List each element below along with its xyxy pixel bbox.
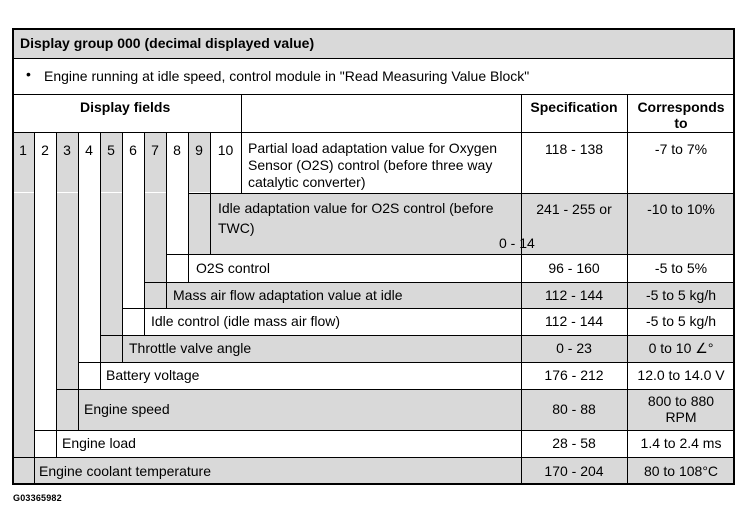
field-strip <box>100 254 122 282</box>
field-cell-10 <box>210 132 241 192</box>
row-separator <box>144 282 735 283</box>
field-strip <box>34 308 56 335</box>
field-strip <box>34 362 56 389</box>
row-corresponds-8: -5 to 5% <box>654 259 708 276</box>
row-separator <box>188 193 735 194</box>
field-strip <box>34 430 56 457</box>
row-description-4: Battery voltage <box>106 367 200 383</box>
row-spec-value-6: 112 - 144 <box>544 313 604 329</box>
field-number-2: 2 <box>41 142 49 158</box>
field-col-line-6 <box>144 132 145 335</box>
field-number-6: 6 <box>129 142 137 158</box>
field-col-line-2 <box>56 132 57 457</box>
row-separator <box>78 362 735 363</box>
field-strip <box>188 193 210 254</box>
row-description-10: Partial load adaptation value for Oxygen <box>248 140 498 156</box>
row-description-10: Sensor (O2S) control (before three way <box>248 157 493 173</box>
header-desc-divider <box>241 94 242 132</box>
field-strip <box>56 193 78 254</box>
field-strip <box>100 308 122 335</box>
row-spec-value-7: 112 - 144 <box>544 286 604 303</box>
row-corresponds-7: -5 to 5 kg/h <box>645 286 717 303</box>
field-strip <box>144 282 166 308</box>
row-corresponds-5: 0 to 10 ∠° <box>648 340 714 356</box>
row-description-8: O2S control <box>196 259 270 276</box>
table-left-border <box>12 28 14 485</box>
row-description-7: Mass air flow adaptation value at idle <box>173 286 403 303</box>
field-strip <box>56 282 78 308</box>
field-cell-5 <box>100 132 122 192</box>
field-strip <box>78 362 100 389</box>
row-spec-value-4: 176 - 212 <box>544 367 604 383</box>
corresponds-header-line2: to <box>674 115 688 131</box>
field-strip <box>144 193 166 254</box>
row-spec-value-alt-9: 0 - 14 <box>499 235 535 251</box>
row-description-9: Idle adaptation value for O2S control (before <box>218 200 494 216</box>
field-cell-9 <box>188 132 210 192</box>
field-strip <box>122 193 144 254</box>
field-strip <box>12 430 34 457</box>
row-separator <box>56 389 735 390</box>
field-number-8: 8 <box>173 142 181 158</box>
field-strip <box>100 193 122 254</box>
row-separator <box>12 457 735 458</box>
field-cell-3 <box>56 132 78 192</box>
row-spec-value-5: 0 - 23 <box>556 340 592 356</box>
corresponds-header-line1: Corresponds <box>637 99 725 115</box>
row-corresponds-3: 800 to 880 <box>647 393 715 409</box>
field-cell-1 <box>12 132 34 192</box>
row-spec-value-3: 80 - 88 <box>552 401 596 417</box>
field-strip <box>122 308 144 335</box>
row-separator <box>34 430 735 431</box>
row-spec-value-1: 170 - 204 <box>544 462 604 479</box>
row-description-6: Idle control (idle mass air flow) <box>151 313 341 329</box>
row-separator <box>122 308 735 309</box>
row-corresponds-4: 12.0 to 14.0 V <box>637 367 725 383</box>
condition-text: Engine running at idle speed, control module in "Read Measuring Value Block" <box>44 68 530 84</box>
field-col-line-3 <box>78 132 79 430</box>
row-corresponds-10: -7 to 7% <box>654 141 708 157</box>
row-spec-value-8: 96 - 160 <box>548 259 600 276</box>
row-corresponds-1: 80 to 108°C <box>643 462 719 479</box>
field-strip <box>166 254 188 282</box>
row-corresponds-9: -10 to 10% <box>647 201 715 217</box>
row-separator <box>166 254 735 255</box>
row-description-10: catalytic converter) <box>248 174 366 190</box>
row-corresponds-2: 1.4 to 2.4 ms <box>640 435 722 451</box>
row-description-2: Engine load <box>62 435 136 451</box>
field-strip <box>100 282 122 308</box>
row-description-9: TWC) <box>218 220 255 236</box>
field-number-7: 7 <box>151 142 159 158</box>
field-strip <box>122 282 144 308</box>
table-title: Display group 000 (decimal displayed value) <box>20 35 315 51</box>
row-spec-value-10: 118 - 138 <box>544 141 604 157</box>
field-strip <box>34 389 56 430</box>
display-fields-header: Display fields <box>80 99 171 115</box>
table-top-border <box>12 28 735 30</box>
field-strip <box>12 282 34 308</box>
field-strip <box>78 335 100 362</box>
row-corresponds-6: -5 to 5 kg/h <box>645 313 717 329</box>
field-strip <box>78 254 100 282</box>
specification-header: Specification <box>530 99 618 115</box>
row-description-1: Engine coolant temperature <box>39 462 211 479</box>
field-col-line-4 <box>100 132 101 389</box>
field-cell-8 <box>166 132 188 192</box>
field-strip <box>12 362 34 389</box>
field-strip <box>34 193 56 254</box>
field-strip <box>34 282 56 308</box>
field-cell-2 <box>34 132 56 192</box>
row-spec-value-2: 28 - 58 <box>552 435 596 451</box>
field-strip <box>12 457 34 485</box>
field-strip <box>56 362 78 389</box>
field-number-9: 9 <box>195 142 203 158</box>
field-number-10: 10 <box>217 142 234 158</box>
field-number-5: 5 <box>107 142 115 158</box>
field-strip <box>78 282 100 308</box>
field-col-line-5 <box>122 132 123 362</box>
field-number-1: 1 <box>19 142 27 158</box>
field-strip <box>144 254 166 282</box>
row-separator <box>100 335 735 336</box>
field-strip <box>56 389 78 430</box>
field-strip <box>56 335 78 362</box>
field-strip <box>34 335 56 362</box>
field-strip <box>12 389 34 430</box>
condition-bullet: • <box>26 66 31 82</box>
field-col-line-10 <box>241 132 242 193</box>
figure-code: G03365982 <box>13 493 62 503</box>
field-strip <box>78 193 100 254</box>
row-spec-value-9: 241 - 255 or <box>536 201 612 217</box>
field-strip <box>12 254 34 282</box>
field-number-4: 4 <box>85 142 93 158</box>
field-strip <box>166 193 188 254</box>
field-cell-4 <box>78 132 100 192</box>
field-col-line-1 <box>34 132 35 485</box>
field-strip <box>100 335 122 362</box>
row-description-5: Throttle valve angle <box>129 340 252 356</box>
field-strip <box>12 193 34 254</box>
field-strip <box>34 254 56 282</box>
field-strip <box>78 308 100 335</box>
field-cell-6 <box>122 132 144 192</box>
title-underline <box>12 58 735 59</box>
field-strip <box>56 254 78 282</box>
field-strip <box>12 308 34 335</box>
field-strip <box>12 335 34 362</box>
row-corresponds-unit-3: RPM <box>665 409 697 425</box>
field-number-3: 3 <box>63 142 71 158</box>
field-strip <box>56 308 78 335</box>
field-cell-7 <box>144 132 166 192</box>
field-strip <box>122 254 144 282</box>
row-description-3: Engine speed <box>84 401 170 417</box>
